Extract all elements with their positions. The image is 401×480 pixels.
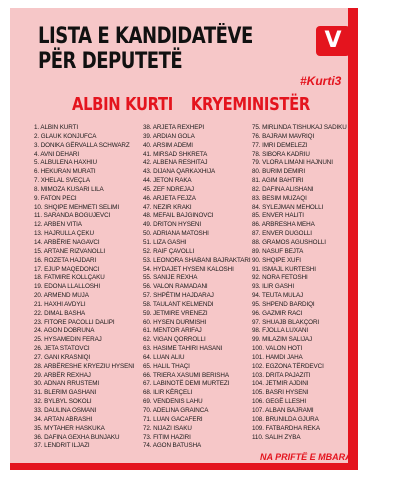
candidate-entry: 6. HEKURAN MURATI (34, 168, 96, 176)
candidate-entry: 47. NEZIR KRAKI (143, 203, 192, 211)
candidate-entry: 67. LABINOTË DEMI MURTEZI (143, 380, 230, 388)
candidate-entry: 55. SANIJE REXHA (143, 274, 198, 282)
candidate-entry: 63. HASIME TAHIRI HASANI (143, 345, 223, 353)
candidate-entry: 5. ALBULENA HAXHIU (34, 159, 97, 167)
candidate-entry: 76. BAJRAM MAVRIQI (252, 132, 315, 140)
candidate-entry: 107. ALBAN BAJRAMI (252, 407, 314, 414)
candidate-entry: 16. ROZETA HAJDARI (34, 256, 97, 264)
candidate-entry: 25. HYSAMEDIN FERAJ (34, 336, 102, 344)
candidate-entry: 108. BRUNILDA GJURA (252, 415, 319, 423)
slogan: NA PRIFTË E MBARA! (260, 452, 355, 462)
candidate-entry: 33. DAULINA OSMANI (34, 407, 97, 414)
candidate-entry: 44. JETON RAKA (143, 177, 192, 185)
candidate-entry: 96. GAZMIR RACI (252, 309, 303, 317)
candidate-entry: 48. MEFAIL BAJGINOVCI (143, 212, 214, 220)
candidate-entry: 52. RAIF ÇAVOLLI (143, 247, 195, 255)
candidate-entry: 41. MIRSAD SHKRETA (143, 150, 208, 158)
candidate-entry: 9. FATON PECI (34, 194, 77, 202)
candidate-entry: 3. DONIKA GËRVALLA SCHWARZ (34, 141, 130, 149)
candidate-entry: 49. DRITON HYSENI (143, 221, 202, 229)
poster-red-frame (10, 8, 358, 470)
candidate-entry: 37. LENDRIT ILJAZI (34, 442, 90, 450)
candidate-entry: 99. MILAZIM SALIJAJ (252, 336, 313, 344)
candidate-entry: 69. VENDENIS LAHU (143, 398, 203, 406)
candidate-entry: 7. XHELAL SVEÇLA (34, 177, 90, 185)
candidate-entry: 60. HYSEN DURMISHI (143, 318, 207, 326)
candidate-entry: 94. TEUTA MULAJ (252, 292, 304, 300)
candidate-entry: 50. ADRIANA MATOSHI (143, 230, 209, 238)
candidate-entry: 54. HYDAJET HYSENI KALOSHI (143, 265, 234, 273)
candidate-entry: 14. ARBËRIE NAGAVCI (34, 238, 100, 246)
party-logo-icon: V (316, 26, 350, 56)
title-line-2: PËR DEPUTETË (38, 49, 183, 74)
candidate-entry: 11. SARANDA BOGUJEVCI (34, 212, 111, 220)
candidate-entry: 51. LIZA GASHI (143, 238, 187, 246)
candidate-entry: 59. JETMIRE VRENEZI (143, 309, 208, 317)
candidate-entry: 62. VIGAN QORROLLI (143, 336, 206, 344)
candidate-entry: 39. ARDIAN GOLA (143, 132, 195, 140)
candidate-entry: 46. ARJETA FEJZA (143, 194, 196, 202)
candidate-entry: 26. JETA STATOVCI (34, 345, 90, 353)
candidate-entry: 61. MENTOR ARIFAJ (143, 327, 202, 335)
candidate-entry: 89. NASUF BEJTA (252, 247, 304, 255)
candidate-entry: 109. FATBARDHA REKA (252, 424, 320, 432)
candidate-entry: 32. BYLBYL SOKOLI (34, 398, 92, 406)
candidate-entry: 21. HAXHI AVDYLI (34, 300, 86, 308)
candidate-entry: 91. ISMAJL KURTESHI (252, 265, 316, 273)
candidate-entry: 92. NORA FETOSHI (252, 274, 308, 282)
candidate-entry: 38. ARJETA REXHEPI (143, 124, 205, 131)
candidate-entry: 79. VLORA LIMANI HAJNUNI (252, 159, 333, 167)
candidate-entry: 102. EGZONA TËRDEVCI (252, 362, 324, 370)
leader-heading (72, 94, 310, 115)
candidate-entry: 84. SYLEJMAN MEHOLLI (252, 203, 324, 211)
candidate-entry: 64. LUAN ALIU (143, 353, 185, 361)
candidate-entry: 12. ARBEN VITIA (34, 221, 82, 229)
candidate-entry: 53. LEONORA SHABANI BAJRAKTARI (143, 256, 251, 264)
candidate-entry: 27. GANI KRASNIQI (34, 353, 91, 361)
candidate-entry: 90. SHQIPE XUFI (252, 256, 301, 264)
candidate-entry: 2. GLAUK KONJUFCA (34, 132, 97, 140)
candidate-entry: 105. BASRI HYSENI (252, 389, 309, 397)
candidate-entry: 40. ARSIM ADEMI (143, 141, 193, 149)
candidate-entry: 97. SHUAJB BLAKÇORI (252, 318, 320, 326)
candidate-entry: 56. VALON RAMADANI (143, 283, 208, 291)
candidate-entry: 73. FITIM HAZIRI (143, 433, 191, 441)
candidate-entry: 66. TRIERA XASUMI BERISHA (143, 371, 229, 379)
candidate-entry: 34. ARTAN ABRASHI (34, 415, 93, 423)
candidate-entry: 57. SHPËTIM HAJDARAJ (143, 292, 214, 300)
candidate-entry: 15. ARTANE RIZVANOLLI (34, 247, 106, 255)
candidate-entry: 104. JETMIR AJDINI (252, 380, 309, 388)
candidate-entry: 19. EDONA LLALLOSHI (34, 283, 101, 291)
candidate-entry: 36. DAFINA GEXHA BUNJAKU (34, 433, 120, 441)
candidate-entry: 95. SHPEND BARDIQI (252, 300, 315, 308)
candidate-entry: 20. ARMEND MUJA (34, 292, 89, 300)
hashtag: #Kurti3 (300, 74, 342, 88)
candidate-entry: 78. SIBORA KADRIU (252, 150, 310, 158)
candidate-entry: 88. GRAMOS AGUSHOLLI (252, 238, 326, 246)
candidate-entry: 81. AGIM BAHTIRI (252, 177, 304, 185)
candidate-entry: 106. GEGË LLESHI (252, 398, 307, 406)
candidate-entry: 93. ILIR GASHI (252, 283, 294, 291)
candidate-entry: 82. DAFINA ALISHANI (252, 185, 314, 193)
leader-name: ALBIN KURTI (72, 94, 173, 115)
title-line-1: LISTA E KANDIDATËVE (38, 24, 253, 49)
candidate-entry: 71. LUAN GACAFERI (143, 415, 203, 423)
poster-title (38, 24, 253, 74)
candidate-entry: 30. ADNAN RRUSTEMI (34, 380, 100, 388)
candidate-entry: 68. ILIR KËRÇELI (143, 389, 193, 397)
candidate-entry: 29. ARBËR REXHAJ (34, 371, 91, 379)
candidate-entry: 110. SALIH ZYBA (252, 433, 301, 441)
candidate-entry: 75. MIRLINDA TISHUKAJ SADIKU (252, 124, 347, 131)
candidate-entry: 35. MYTAHER HASKUKA (34, 424, 105, 432)
candidate-column-1 (34, 124, 134, 451)
candidate-entry: 103. DRITA PAJAZITI (252, 371, 311, 379)
candidate-entry: 100. VALON HOTI (252, 345, 303, 353)
candidate-entry: 70. ADELINA GRAINCA (143, 407, 209, 414)
candidate-entry: 72. NIJAZI ISAKU (143, 424, 192, 432)
candidate-column-3 (252, 124, 347, 442)
candidate-entry: 24. AGON DOBRUNA (34, 327, 95, 335)
candidate-entry: 10. SHQIPE MEHMETI SELIMI (34, 203, 119, 211)
candidate-entry: 4. AVNI DEHARI (34, 150, 80, 158)
candidate-entry: 77. IMRI DEMELEZI (252, 141, 308, 149)
candidate-entry: 18. FATMIRE KOLLÇAKU (34, 274, 105, 282)
candidate-entry: 31. BLERIM GASHANI (34, 389, 97, 397)
candidate-entry: 22. DIMAL BASHA (34, 309, 86, 317)
candidate-entry: 45. ZEF NDREJAJ (143, 185, 194, 193)
candidate-entry: 23. FITORE PACOLLI DALIPI (34, 318, 115, 326)
candidate-entry: 43. DIJANA QARKAXHIJA (143, 168, 216, 176)
leader-role: KRYEMINISTËR (190, 94, 310, 115)
candidate-entry: 65. HALIL THAÇI (143, 362, 190, 370)
candidate-entry: 74. AGON BATUSHA (143, 442, 202, 450)
candidate-entry: 28. ARBËRESHE KRYEZIU HYSENI (34, 362, 135, 370)
candidate-entry: 58. TAULANT KELMENDI (143, 300, 214, 308)
candidate-entry: 87. ENVER DUGOLLI (252, 230, 312, 238)
candidate-entry: 86. ARBRESHA MEHA (252, 221, 315, 229)
candidate-column-2 (143, 124, 250, 451)
candidate-entry: 98. FJOLLA LUXANI (252, 327, 309, 335)
candidate-entry: 83. BESIM MUZAQI (252, 194, 307, 202)
candidate-entry: 8. MIMOZA KUSARI LILA (34, 185, 104, 193)
candidate-entry: 80. BURIM DEMIRI (252, 168, 305, 176)
candidate-entry: 13. HAJRULLA ÇEKU (34, 230, 94, 238)
poster-sheet (10, 8, 355, 463)
candidate-entry: 85. ENVER HALITI (252, 212, 304, 220)
candidate-entry: 42. ALBENA RESHITAJ (143, 159, 208, 167)
candidate-entry: 1. ALBIN KURTI (34, 124, 78, 131)
candidate-entry: 101. HAMDI JAHA (252, 353, 303, 361)
candidate-entry: 17. EJUP MAQEDONCI (34, 265, 100, 273)
